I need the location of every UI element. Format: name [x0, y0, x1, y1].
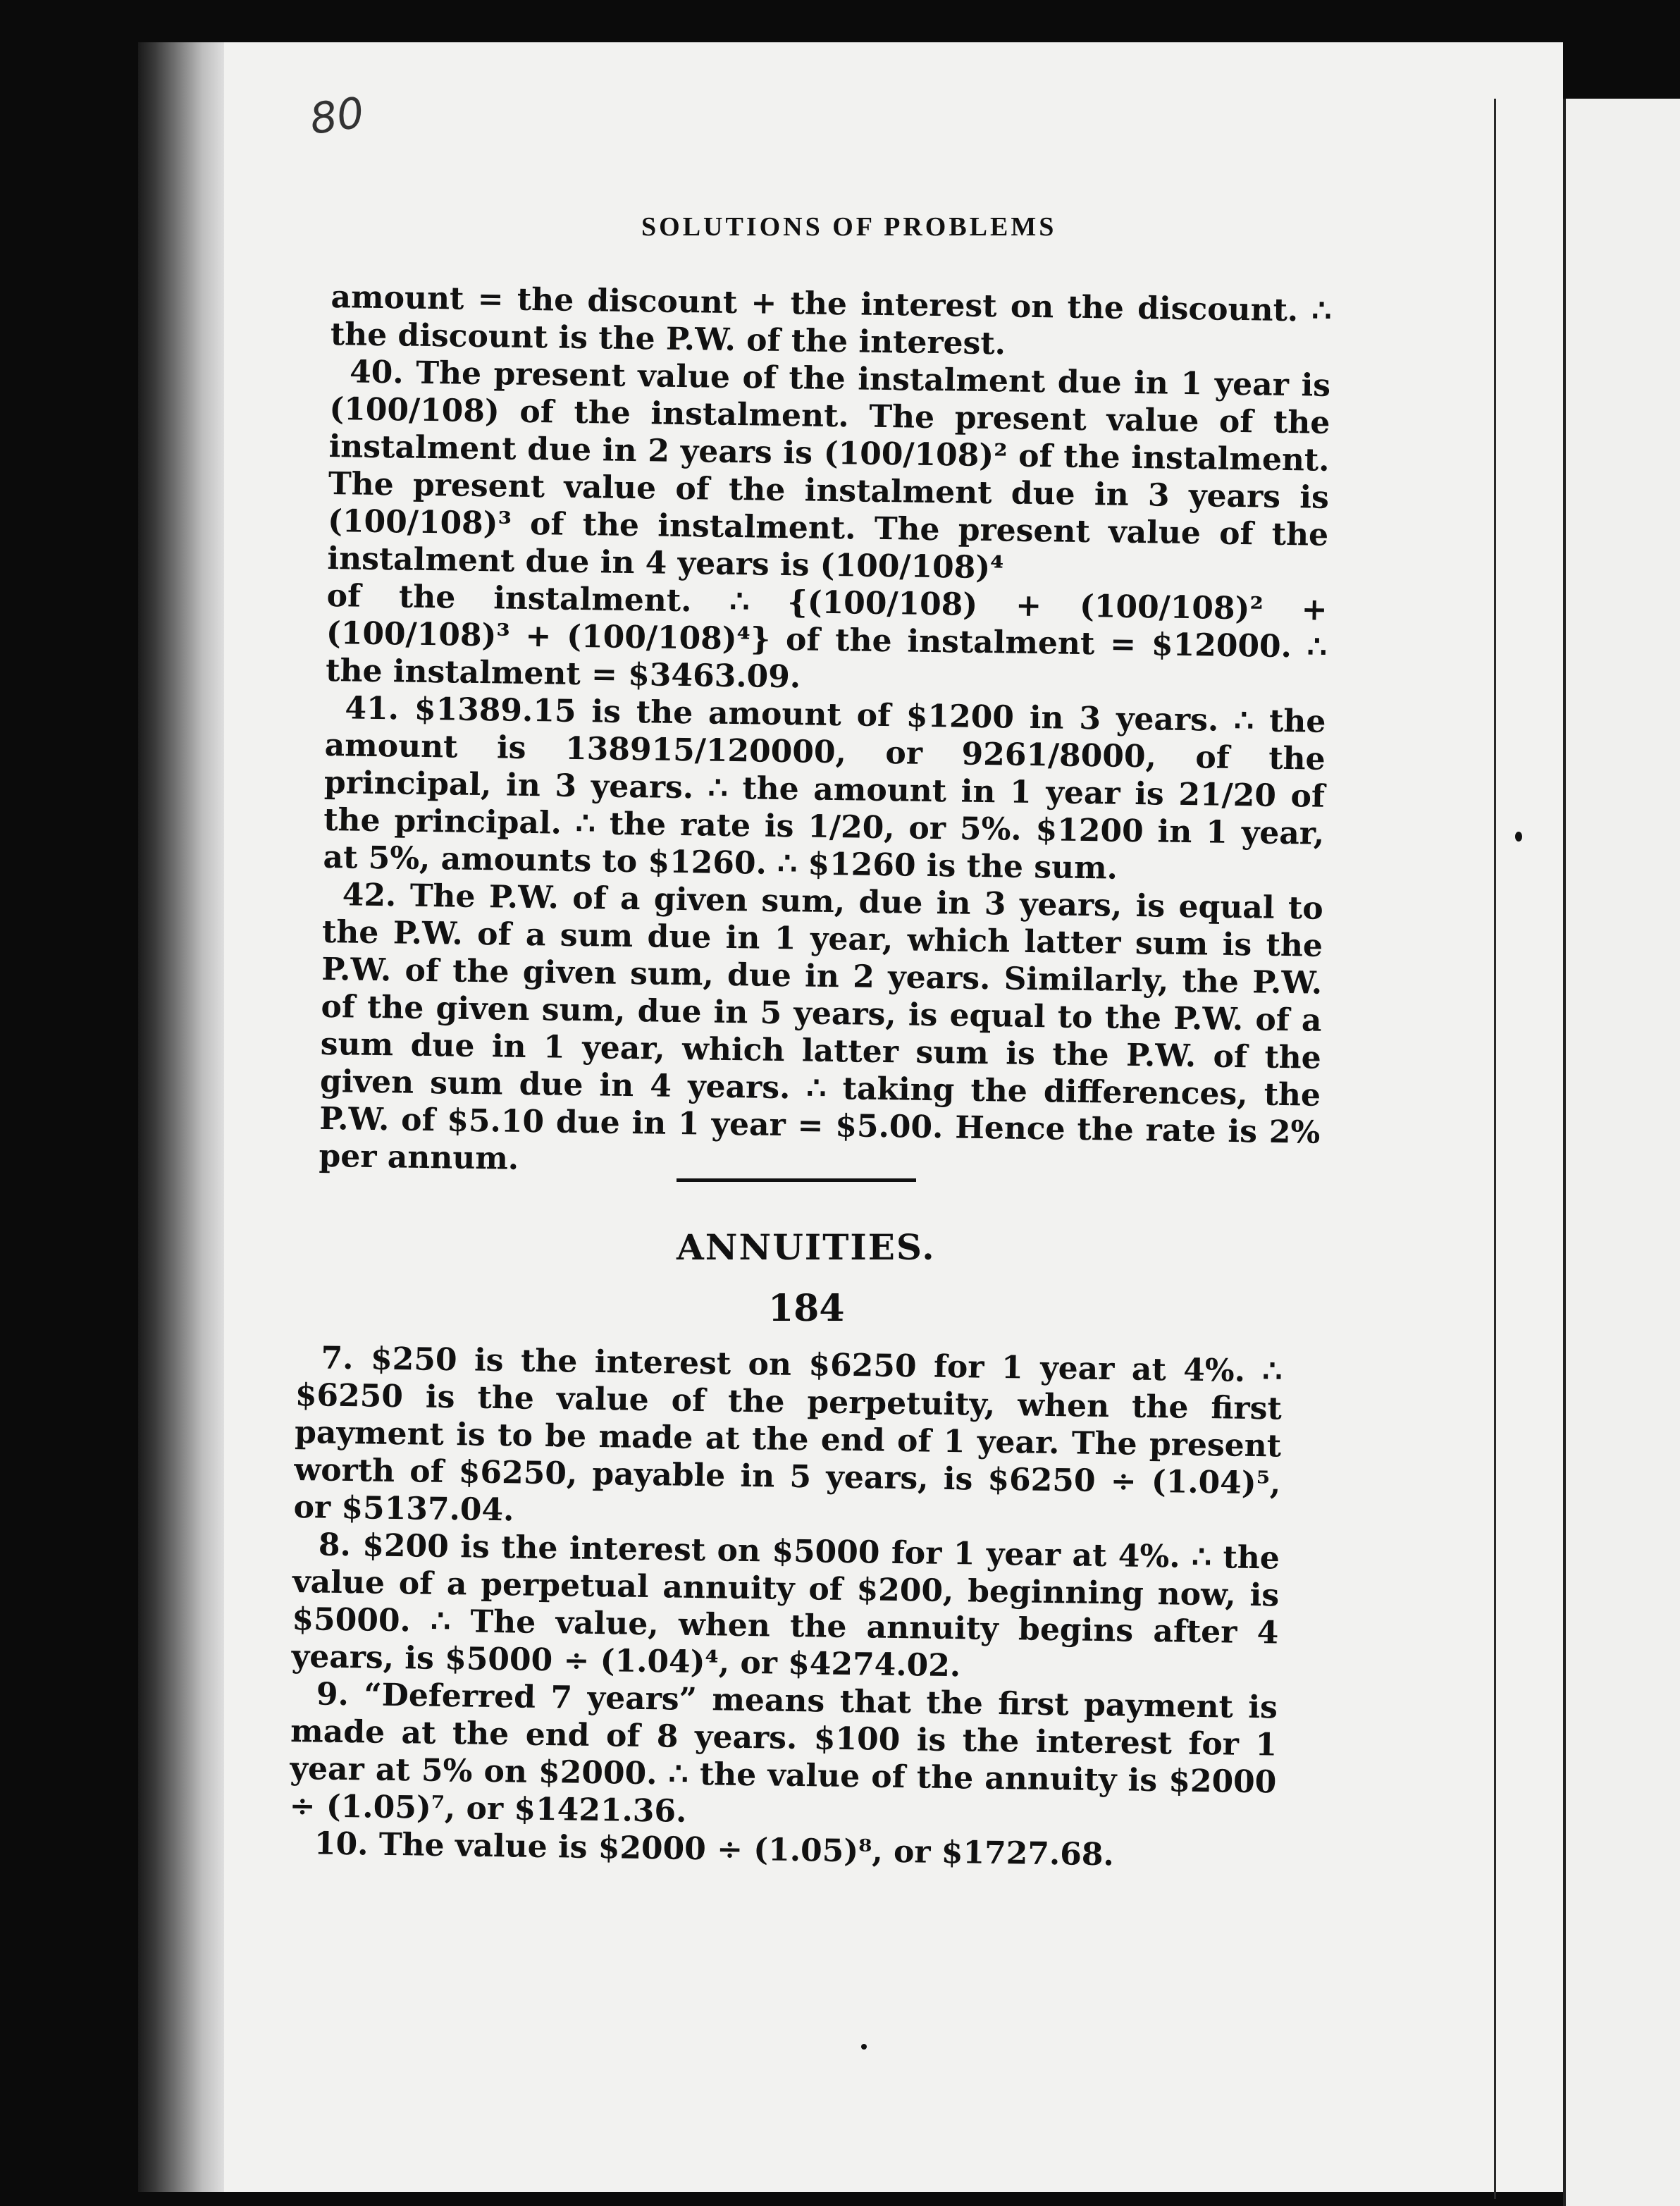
paragraph-42: 42. The P.W. of a given sum, due in 3 years, is equal to the P.W. of a sum due in 1 year, which latter sum is the P.W. of the given sum, due in 2 years. Similarly, the P.W. of the given sum, due in 5 years, is equal to the P.W. of a sum due in 1 year, which latter sum is the P.W. of the given sum due in 4 years. ∴ taking the differences, the P.W. of $5.10 due in 1 year = $5.00. Hence the rate is 2% per annum.: [319, 877, 1324, 1177]
ink-speck: [1515, 832, 1522, 842]
paragraph-40-sum: of the instalment. ∴ {(100/108) + (100/108)² + (100/108)³ + (100/108)⁴} of the instalment = $12000. ∴ the instalment = $3463.09.: [325, 577, 1328, 696]
paragraph-9: 9. “Deferred 7 years” means that the first payment is made at the end of 8 years. $100 is the interest for 1 year at 5% on $2000. ∴ the value of the annuity is $2000 ÷ (1.05)⁷, or $1421.36.: [289, 1676, 1278, 1830]
handwritten-page-number: 80: [307, 88, 367, 144]
section-page-reference: 184: [768, 1287, 845, 1330]
gutter-line: [1494, 99, 1496, 2199]
right-page-edge: [1563, 99, 1680, 2206]
solutions-text-block: [319, 278, 1332, 1189]
paragraph-7: 7. $250 is the interest on $6250 for 1 year at 4%. ∴ $6250 is the value of the perpetuity, when the first payment is to be made at the end of 1 year. The present worth of $6250, payable in 5 years, is $6250 ÷ (1.04)⁵, or $5137.04.: [293, 1340, 1283, 1529]
annuities-text-block: [289, 1339, 1283, 1875]
paragraph-10: 10. The value is $2000 ÷ (1.05)⁸, or $1727.68.: [314, 1825, 1115, 1873]
ink-speck: [861, 2044, 867, 2050]
page-edge-shadow: [138, 42, 230, 2192]
section-title: ANNUITIES.: [677, 1226, 936, 1268]
section-divider-rule: [677, 1178, 916, 1182]
paragraph-40: 40. The present value of the instalment due in 1 year is (100/108) of the instalment. The present value of the instalment due in 2 years is (100/108)² of the instalment. The present value of the instalment due in 3 years is (100/108)³ of the instalment. The present value of the instalment due in 4 years is (100/108)⁴: [327, 354, 1331, 586]
paragraph-8: 8. $200 is the interest on $5000 for 1 year at 4%. ∴ the value of a perpetual annuity of $200, beginning now, is $5000. ∴ The value, when the annuity begins after 4 years, is $5000 ÷ (1.04)⁴, or $4274.02.: [291, 1527, 1280, 1684]
running-head: SOLUTIONS OF PROBLEMS: [641, 212, 1057, 242]
paragraph-41: 41. $1389.15 is the amount of $1200 in 3 years. ∴ the amount is 138915/120000, or 9261/8000, of the principal, in 3 years. ∴ the amount in 1 year is 21/20 of the principal. ∴ the rate is 1/20, or 5%. $1200 in 1 year, at 5%, amounts to $1260. ∴ $1260 is the sum.: [323, 690, 1326, 887]
paragraph-continuation: amount = the discount + the interest on the discount. ∴ the discount is the P.W. of the interest.: [330, 278, 1332, 362]
